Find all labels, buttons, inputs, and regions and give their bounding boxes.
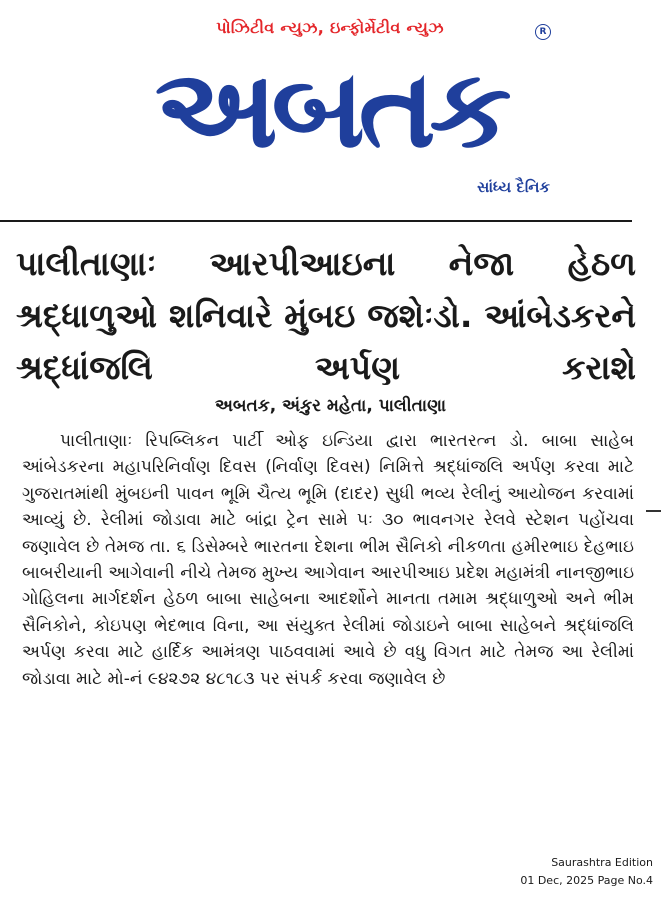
column-marker [646, 510, 661, 512]
edition-type-label: સાંધ્ય દૈનિક [477, 178, 550, 196]
masthead [0, 0, 661, 212]
edition-info [520, 854, 653, 890]
article-body: પાલીતાણાઃ રિપબ્લિકન પાર્ટી ઓફ ઇન્ડિયા દ્વારા ભારતરત્ન ડો. બાબા સાહેબ આંબેડકરના મહાપરિનિર્વાણ દિવસ (નિર્વાણ દિવસ) નિમિત્તે શ્રદ્ધાંજલિ અર્પણ કરવા માટે ગુજરાતમાંથી મુંબઇની પાવન ભૂમિ ચૈત્ય ભૂમિ (દાદર) સુધી ભવ્ય રેલીનું આયોજન કરવામાં આવ્યું છે. રેલીમાં જોડાવા માટે બાંદ્રા ટ્રેન સામે ૫ઃ ૩૦ ભાવનગર રેલવે સ્ટેશન પહોંચવા જણાવેલ છે તેમજ તા. ૬ ડિસેમ્બરે ભારતના દેશના ભીમ સૈનિકો નીકળતા હમીરભાઇ દેહભાઇ બાબરીયાની આગેવાની નીચે તેમજ મુખ્ય આગેવાન આરપીઆઇ પ્રદેશ મહામંત્રી નાનજીભાઇ ગોહિલના માર્ગદર્શન હેઠળ બાબા સાહેબના આદર્શોને માનતા તમામ શ્રદ્ધાળુઓ અને ભીમ સૈનિકોને, કોઇપણ ભેદભાવ વિના, આ સંયુક્ત રેલીમાં જોડાઇને બાબા સાહેબને શ્રદ્ધાંજલિ અર્પણ કરવા માટે હાર્દિક આમંત્રણ પાઠવવામાં આવે છે વધુ વિગત માટે તેમજ આ રેલીમાં જોડાવા માટે મો-નં ૯૪૨૭૨ ૪૮૧૮૩ પર સંપર્ક કરવા જણાવેલ છે [22, 431, 634, 689]
article-headline: પાલીતાણાઃ આરપીઆઇના નેજા હેઠળ શ્રદ્ધાળુઓ શનિવારે મુંબઇ જશેઃડો. આંબેડકરને શ્રદ્ધાંજલિ અર્પણ કરાશે [16, 244, 636, 387]
edition-name: Saurashtra Edition [551, 856, 653, 869]
edition-date-page: 01 Dec, 2025 Page No.4 [520, 874, 653, 887]
masthead-tagline: પોઝિટીવ ન્યુઝ, ઇન્ફોર્મેટીવ ન્યુઝ [216, 18, 444, 37]
article-byline: અબતક, અંકુર મહેતા, પાલીતાણા [214, 396, 447, 416]
masthead-divider [0, 220, 632, 222]
newspaper-logo: અબતક [154, 47, 506, 172]
registered-trademark-icon: R [535, 24, 551, 40]
